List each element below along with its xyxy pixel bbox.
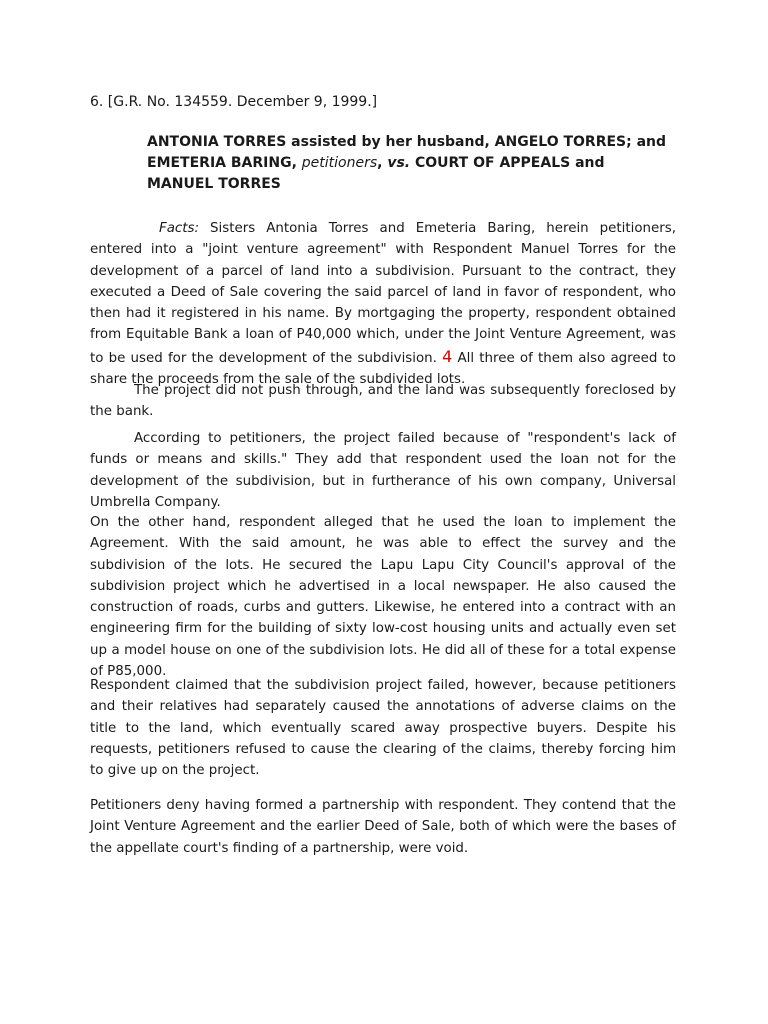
case-title-parties: ANTONIA TORRES assisted by her husband, ANGELO TORRES; and EMETERIA BARING, (147, 134, 667, 171)
facts-label: Facts: (159, 221, 200, 236)
case-title (147, 132, 667, 195)
paragraph-facts-text: Sisters Antonia Torres and Emeteria Baring, herein petitioners, entered into a "joint venture agreement" with Respondent Manuel Torres for the development of a parcel of land into a subdivision. Pursuant to the contract, they executed a Deed of Sale covering the said parcel of land in favor of respondent, who then had it registered in his name. By mortgaging the property, respondent obtained from Equitable Bank a loan of P40,000 which, under the Joint Venture Agreement, was to be used for the development of the subdivision. (90, 221, 676, 366)
case-title-respondents: COURT OF APPEALS and MANUEL TORRES (147, 155, 605, 192)
case-title-petitioners: petitioners (301, 155, 378, 171)
paragraph-petitioners-claim: According to petitioners, the project failed because of "respondent's lack of funds or means and skills." They add that respondent used the loan not for the development of the subdivision, but in furtherance of his own company, Universal Umbrella Company. (90, 431, 676, 510)
case-number: 6. [G.R. No. 134559. December 9, 1999.] (90, 94, 378, 110)
paragraph-facts-tail: All three of them also agreed to share the proceeds from the sale of the subdivided lots. (90, 350, 676, 388)
footnote-ref-link[interactable]: 4 (442, 346, 453, 366)
paragraph-project-failed: The project did not push through, and the land was subsequently foreclosed by the bank. (90, 383, 676, 420)
paragraph-respondent-claim: Respondent claimed that the subdivision project failed, however, because petitioners and their relatives had separately caused the annotations of adverse claims on the title to the land, which eventually scared away prospective buyers. Despite his requests, petitioners refused to cause the clearing of the claims, thereby forcing him to give up on the project. (90, 678, 676, 779)
case-title-comma: , (377, 155, 388, 171)
case-title-vs: vs. (387, 155, 411, 171)
paragraph-petitioners-deny: Petitioners deny having formed a partnership with respondent. They contend that the Joint Venture Agreement and the earlier Deed of Sale, both of which were the bases of the appellate court's finding of a partnership, were void. (90, 798, 676, 856)
paragraph-respondent-allegation: On the other hand, respondent alleged that he used the loan to implement the Agreement. With the said amount, he was able to effect the survey and the subdivision of the lots. He secured the Lapu Lapu City Council's approval of the subdivision project which he advertised in a local newspaper. He also caused the construction of roads, curbs and gutters. Likewise, he entered into a contract with an engineering firm for the building of sixty low-cost housing units and actually even set up a model house on one of the subdivision lots. He did all of these for a total expense of P85,000. (90, 515, 676, 680)
paragraph-facts (90, 218, 676, 390)
